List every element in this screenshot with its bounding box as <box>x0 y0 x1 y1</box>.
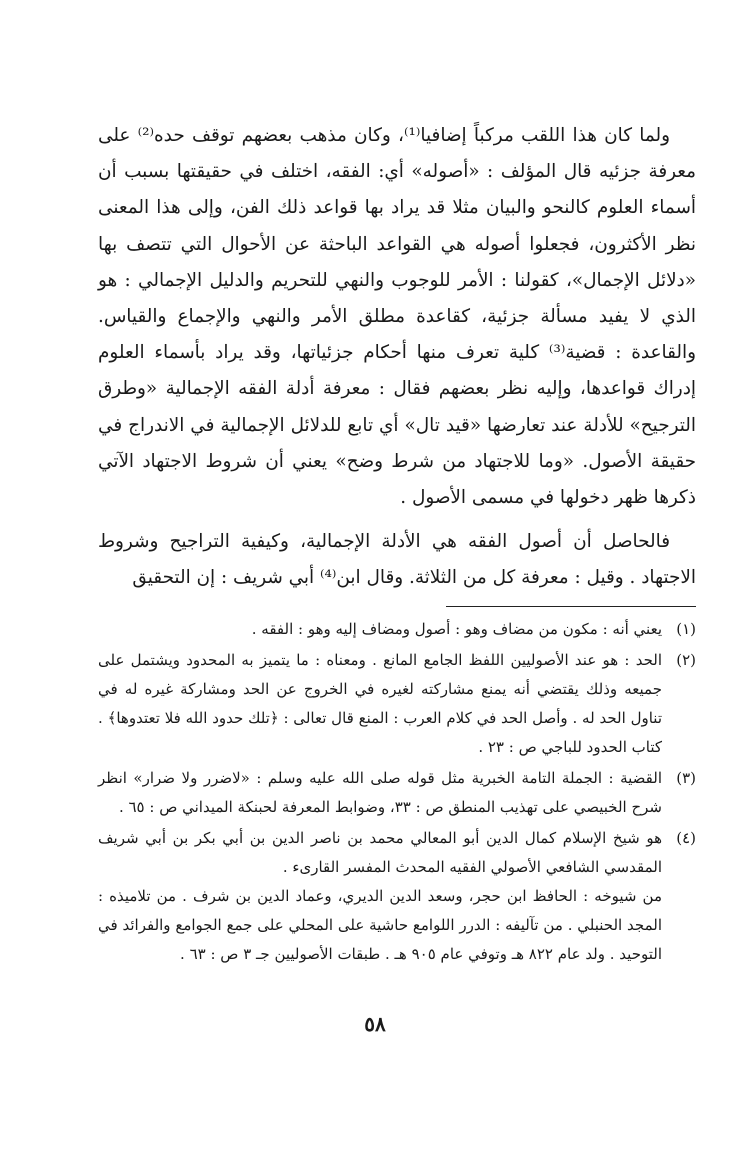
footnote-number: (٤) <box>676 828 696 847</box>
book-page <box>98 118 696 971</box>
footnote-2 <box>98 646 696 762</box>
footnote-line: يعني أنه : مكون من مضاف وهو : أصول ومضاف إليه وهو : الفقه . <box>251 619 662 638</box>
footnote-text <box>98 824 662 969</box>
paragraph-2: فالحاصل أن أصول الفقه هي الأدلة الإجمالية، وكيفية التراجيح وشروط الاجتهاد . وقيل : معرفة كل من الثلاثة. وقال ابن⁽⁴⁾ أبي شريف : إن التحقيق <box>98 531 696 589</box>
main-text <box>98 118 696 597</box>
footnote-text <box>98 764 662 822</box>
footnote-1 <box>98 615 696 644</box>
footnote-text <box>98 646 662 762</box>
footnote-number: (١) <box>676 619 696 638</box>
footnote-4 <box>98 824 696 969</box>
footnote-number: (٢) <box>676 650 696 669</box>
footnote-line: القضية : الجملة التامة الخبرية مثل قوله صلى الله عليه وسلم : «لاضرر ولا ضرار» انظر شرح الخبيصي على تهذيب المنطق ص : ٣٣، وضوابط المعرفة لحبنكة الميداني ص : ٦٥ . <box>98 768 662 816</box>
footnote-line: من شيوخه : الحافظ ابن حجر، وسعد الدين الديري، وعماد الدين بن شرف . من تلاميذه : المجد الحنبلي . من تآليفه : الدرر اللوامع حاشية على المحلي على جمع الجوامع والفرائد في التوحيد . ولد عام ٨٢٢ هـ وتوفي عام ٩٠٥ هـ . طبقات الأصوليين جـ ٣ ص : ٦٣ . <box>98 886 662 963</box>
footnote-text <box>98 615 662 644</box>
footnote-line: هو شيخ الإسلام كمال الدين أبو المعالي محمد بن ناصر الدين بن أبي بكر بن أبي شريف المقدسي الشافعي الأصولي الفقيه المحدث المفسر القارىء . <box>98 828 662 876</box>
page-number: ٥٨ <box>364 1012 386 1036</box>
footnotes <box>98 615 696 969</box>
footnote-line: الحد : هو عند الأصوليين اللفظ الجامع المانع . ومعناه : ما يتميز به المحدود ويشتمل على جميعه وذلك يقتضي أنه يمنع مشاركته لغيره في الخروج عن الحد ومشاركة غيره له في تناول الحد له . وأصل الحد في كلام العرب : المنع قال تعالى : ﴿تلك حدود الله فلا تعتدوها﴾ . كتاب الحدود للباجي ص : ٢٣ . <box>98 650 662 756</box>
footnote-number: (٣) <box>676 768 696 787</box>
paragraph-1: ولما كان هذا اللقب مركباً إضافيا⁽¹⁾، وكان مذهب بعضهم توقف حده⁽²⁾ على معرفة جزئيه قال المؤلف : «أصوله» أي: الفقه، اختلف في حقيقتها بسبب أن أسماء العلوم كالنحو والبيان مثلا قد يراد بها قواعد ذلك الفن، وإلى هذا المعنى نظر الأكثرون، فجعلوا أصوله هي القواعد الباحثة عن الأحوال التي تتصف بها «دلائل الإجمال»، كقولنا : الأمر للوجوب والنهي للتحريم والدليل الإجمالي : هو الذي لا يفيد مسألة جزئية، كقاعدة مطلق الأمر والنهي والإجماع والقياس. والقاعدة : قضية⁽³⁾ كلية تعرف منها أحكام جزئياتها، وقد يراد بأسماء العلوم إدراك قواعدها، وإليه نظر بعضهم فقال : معرفة أدلة الفقه الإجمالية «وطرق الترجيح» للأدلة عند تعارضها «قيد تال» أي تابع للدلائل الإجمالية في الاندراج في حقيقة الأصول. «وما للاجتهاد من شرط وضح» يعني أن شروط الاجتهاد الآتي ذكرها ظهر دخولها في مسمى الأصول . <box>98 125 696 509</box>
footnote-separator <box>446 606 696 607</box>
footnote-3 <box>98 764 696 822</box>
